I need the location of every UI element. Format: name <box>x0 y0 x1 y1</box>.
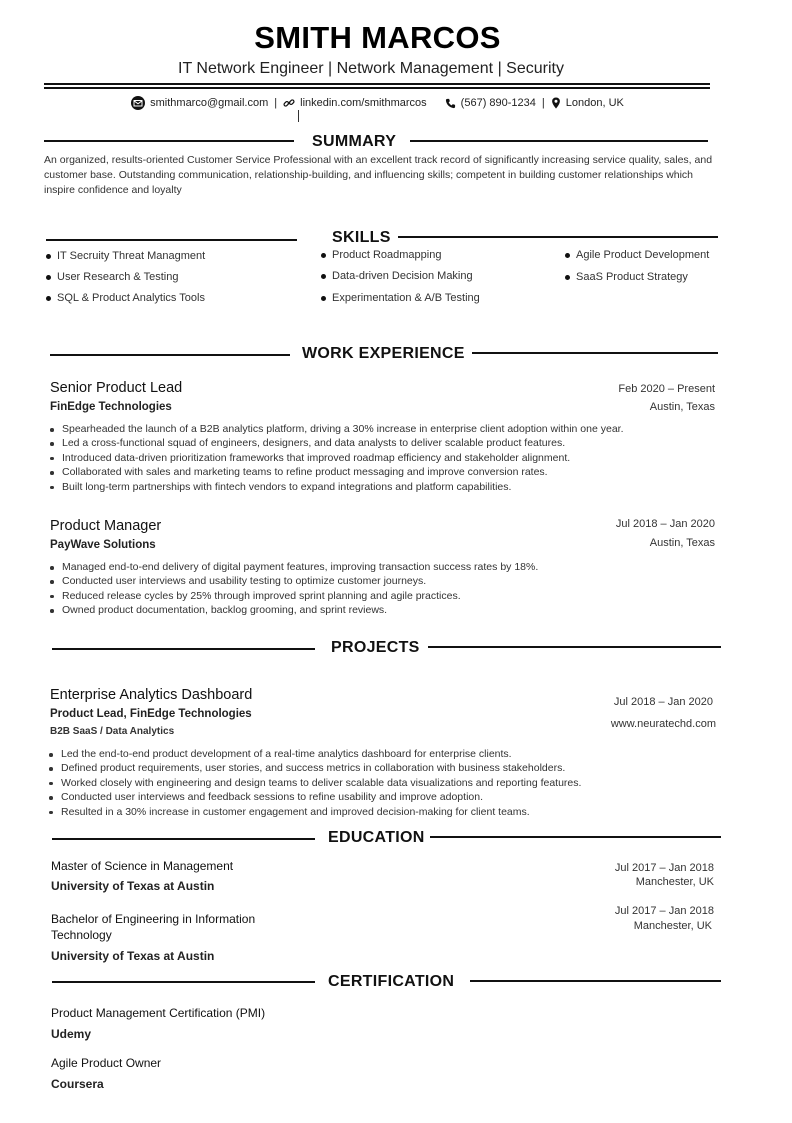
contact-separator: | <box>541 97 545 109</box>
contact-email[interactable] <box>131 96 268 110</box>
bullet-icon <box>321 253 326 258</box>
linkedin-text: linkedin.com/smithmarcos <box>300 97 427 109</box>
skill-item: Data-driven Decision Making <box>321 270 473 282</box>
education-degree: Master of Science in Management <box>51 859 234 873</box>
contact-separator-stub <box>298 110 299 122</box>
bullet-icon <box>321 296 326 301</box>
project-role: Product Lead, FinEdge Technologies <box>50 708 252 720</box>
header-divider-bottom <box>44 87 710 89</box>
skill-item: Agile Product Development <box>565 249 709 261</box>
candidate-name: SMITH MARCOS <box>254 20 501 55</box>
list-item: Managed end-to-end delivery of digital payment features, improving transaction success rates by 18%. <box>50 560 538 574</box>
phone-text: (567) 890-1234 <box>460 97 536 109</box>
list-item: Owned product documentation, backlog grooming, and sprint reviews. <box>50 603 538 617</box>
summary-text: An organized, results-oriented Customer Service Professional with an excellent track record of significantly increasing service quality, sales, and customer base. Outstanding communication, relationship-building, and influencing skills; competent in building customer relationships which inspire confidence and loyalty <box>44 154 713 196</box>
certification-heading: CERTIFICATION <box>328 973 455 990</box>
bullet-icon <box>46 254 51 259</box>
header-divider-top <box>44 83 710 85</box>
list-item: Conducted user interviews and feedback sessions to refine usability and improve adoption. <box>49 790 581 804</box>
bullet-icon <box>321 274 326 279</box>
job-title: Product Manager <box>50 518 162 534</box>
summary-rule-left <box>44 140 294 142</box>
email-text: smithmarco@gmail.com <box>150 97 269 109</box>
certification-name: Agile Product Owner <box>51 1056 162 1070</box>
list-item: Reduced release cycles by 25% through improved sprint planning and agile practices. <box>50 589 538 603</box>
job-location: Austin, Texas <box>649 537 715 549</box>
list-item: Led the end-to-end product development of a real-time analytics dashboard for enterprise clients. <box>49 747 581 761</box>
project-title: Enterprise Analytics Dashboard <box>50 687 253 703</box>
bullet-icon <box>565 253 570 258</box>
skill-item: Experimentation & A/B Testing <box>321 292 480 304</box>
job-company: FinEdge Technologies <box>50 401 172 413</box>
list-item: Collaborated with sales and marketing teams to refine product messaging and improve conversion rates. <box>50 465 624 479</box>
skill-item: IT Secruity Threat Managment <box>46 250 205 262</box>
location-pin-icon <box>551 97 561 109</box>
projects-heading: PROJECTS <box>331 639 420 656</box>
experience-heading: WORK EXPERIENCE <box>302 345 465 362</box>
email-icon <box>131 96 145 110</box>
list-item: Led a cross-functional squad of engineers, designers, and data analysts to deliver scalable product features. <box>50 436 624 450</box>
education-degree: Bachelor of Engineering in Information Technology <box>51 912 256 942</box>
list-item: Defined product requirements, user stories, and success metrics in collaboration with business stakeholders. <box>49 761 581 775</box>
contact-location <box>551 97 624 109</box>
skills-heading: SKILLS <box>332 229 391 246</box>
education-university: University of Texas at Austin <box>51 949 215 963</box>
certification-issuer: Udemy <box>51 1027 92 1041</box>
job-location: Austin, Texas <box>649 401 715 413</box>
education-university: University of Texas at Austin <box>51 879 215 893</box>
list-item: Worked closely with engineering and design teams to deliver scalable data visualizations and reporting features. <box>49 776 581 790</box>
headline: IT Network Engineer | Network Management | Security <box>178 60 564 77</box>
job-dates: Feb 2020 – Present <box>618 383 715 395</box>
contact-separator: | <box>274 97 278 109</box>
bullet-icon <box>46 296 51 301</box>
skill-item: Product Roadmapping <box>321 249 441 261</box>
project-dates: Jul 2018 – Jan 2020 <box>613 696 713 708</box>
certification-rule-left <box>52 981 315 983</box>
list-item: Conducted user interviews and usability testing to optimize customer journeys. <box>50 574 538 588</box>
list-item: Resulted in a 30% increase in customer engagement and improved decision-making for client teams. <box>49 805 581 819</box>
list-item: Spearheaded the launch of a B2B analytics platform, driving a 30% increase in enterprise client adoption within one year. <box>50 422 624 436</box>
projects-rule-left <box>52 648 315 650</box>
skills-rule-right <box>398 236 718 238</box>
skills-rule-left <box>46 239 297 241</box>
certification-issuer: Coursera <box>51 1077 104 1091</box>
project-category: B2B SaaS / Data Analytics <box>50 726 175 737</box>
education-location: Manchester, UK <box>633 920 712 932</box>
education-heading: EDUCATION <box>328 829 425 846</box>
bullet-icon <box>565 275 570 280</box>
contact-bar <box>0 96 755 110</box>
summary-rule-right <box>410 140 708 142</box>
summary-heading: SUMMARY <box>312 133 397 150</box>
certification-rule-right <box>470 980 721 982</box>
link-icon <box>283 97 295 109</box>
location-text: London, UK <box>565 97 624 109</box>
phone-icon <box>445 98 456 109</box>
projects-rule-right <box>428 646 721 648</box>
list-item: Introduced data-driven prioritization frameworks that improved roadmap efficiency and stakeholder alignment. <box>50 451 624 465</box>
job-dates: Jul 2018 – Jan 2020 <box>615 518 715 530</box>
education-location: Manchester, UK <box>635 876 714 888</box>
skill-item: SaaS Product Strategy <box>565 271 688 283</box>
job-bullets <box>50 560 538 618</box>
experience-rule-right <box>472 352 718 354</box>
job-bullets <box>50 422 624 494</box>
bullet-icon <box>46 275 51 280</box>
job-company: PayWave Solutions <box>50 539 156 551</box>
contact-linkedin[interactable] <box>283 97 427 109</box>
education-dates: Jul 2017 – Jan 2018 <box>614 905 714 917</box>
education-rule-left <box>52 838 315 840</box>
skill-item: User Research & Testing <box>46 271 178 283</box>
project-bullets <box>49 747 581 819</box>
contact-phone[interactable] <box>445 97 536 109</box>
project-url[interactable]: www.neuratechd.com <box>610 718 716 730</box>
education-dates: Jul 2017 – Jan 2018 <box>614 862 714 874</box>
experience-rule-left <box>50 354 290 356</box>
certification-name: Product Management Certification (PMI) <box>51 1006 266 1020</box>
education-rule-right <box>430 836 721 838</box>
skill-item: SQL & Product Analytics Tools <box>46 292 205 304</box>
job-title: Senior Product Lead <box>50 380 183 396</box>
list-item: Built long-term partnerships with fintech vendors to expand integrations and platform capabilities. <box>50 480 624 494</box>
